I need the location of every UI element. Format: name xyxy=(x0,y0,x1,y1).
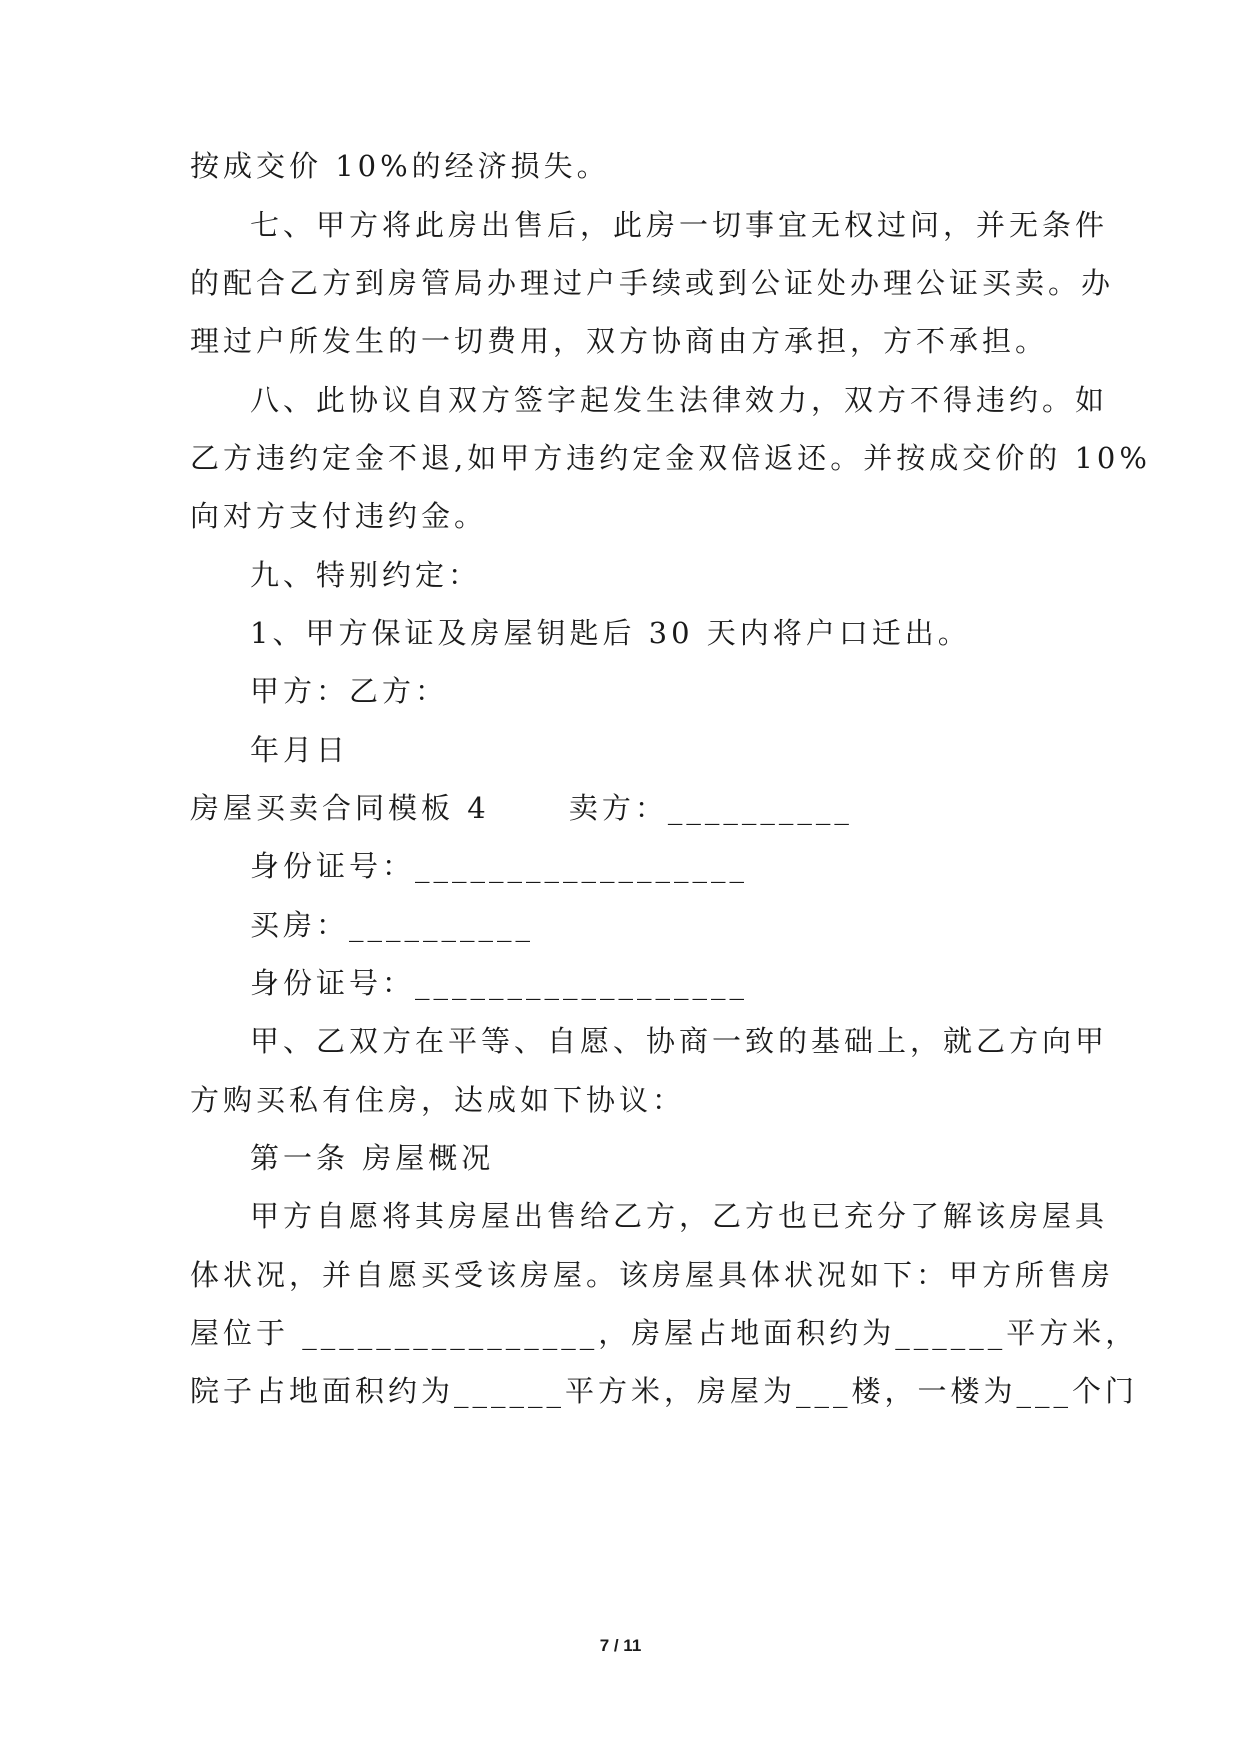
text-line: 甲、乙双方在平等、自愿、协商一致的基础上，就乙方向甲 xyxy=(250,1024,1109,1058)
text-line: 的配合乙方到房管局办理过户手续或到公证处办理公证买卖。办 xyxy=(190,266,1115,300)
text-line: 七、甲方将此房出售后，此房一切事宜无权过问，并无条件 xyxy=(250,208,1109,242)
text-line: 乙方违约定金不退,如甲方违约定金双倍返还。并按成交价的 10% xyxy=(190,441,1151,475)
text-line: 买房：__________ xyxy=(250,908,535,942)
text-line: 年月日 xyxy=(250,733,350,767)
section-heading: 房屋买卖合同模板 4 卖方：__________ xyxy=(190,791,853,825)
text-line: 甲方：乙方： xyxy=(250,674,449,708)
text-line: 按成交价 10%的经济损失。 xyxy=(190,149,610,183)
text-line: 九、特别约定： xyxy=(250,558,482,592)
text-line: 屋位于 ________________，房屋占地面积约为______平方米， xyxy=(190,1316,1139,1350)
text-line: 1、甲方保证及房屋钥匙后 30 天内将户口迁出。 xyxy=(250,616,971,650)
text-line: 方购买私有住房，达成如下协议： xyxy=(190,1083,686,1117)
text-line: 理过户所发生的一切费用，双方协商由方承担，方不承担。 xyxy=(190,324,1049,358)
text-line: 八、此协议自双方签字起发生法律效力，双方不得违约。如 xyxy=(250,383,1109,417)
text-line: 身份证号：__________________ xyxy=(250,966,749,1000)
text-line: 身份证号：__________________ xyxy=(250,849,749,883)
article-heading: 第一条 房屋概况 xyxy=(250,1141,495,1175)
text-line: 向对方支付违约金。 xyxy=(190,499,488,533)
text-line: 体状况，并自愿买受该房屋。该房屋具体状况如下：甲方所售房 xyxy=(190,1258,1115,1292)
text-line: 甲方自愿将其房屋出售给乙方，乙方也已充分了解该房屋具 xyxy=(250,1199,1109,1233)
text-line: 院子占地面积约为______平方米，房屋为___楼，一楼为___个门 xyxy=(190,1374,1139,1408)
page-number: 7 / 11 xyxy=(599,1636,642,1655)
